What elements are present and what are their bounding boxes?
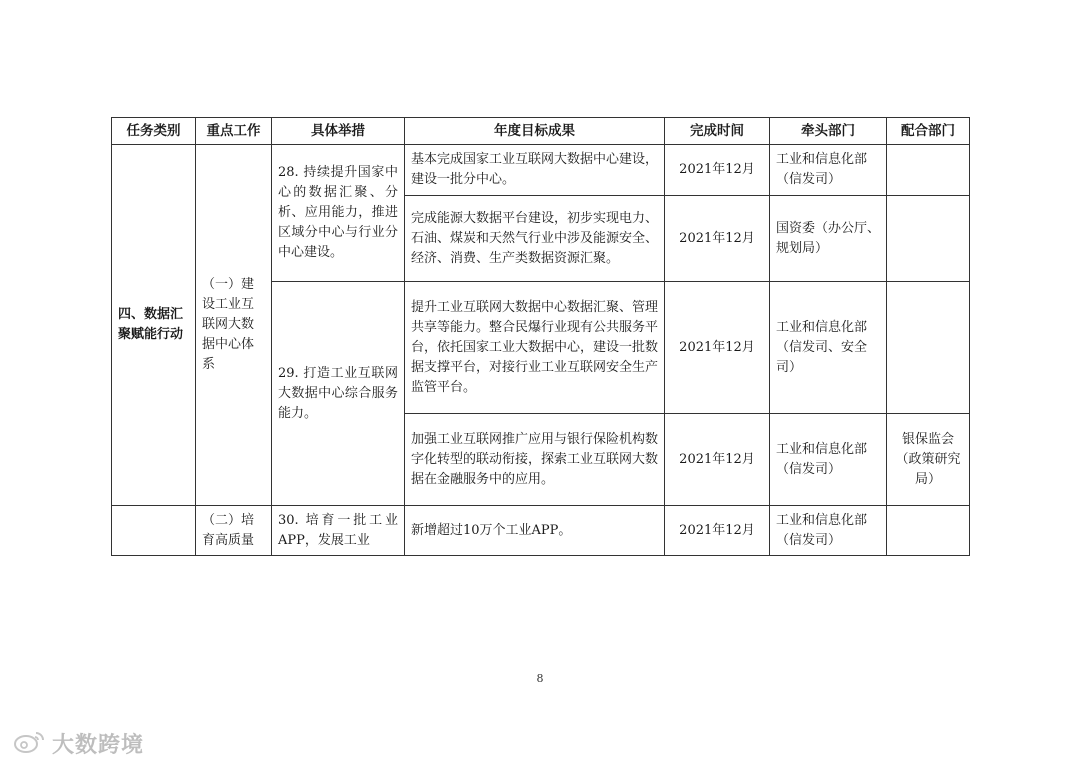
lead-department-cell: 工业和信息化部（信发司） [770,145,887,196]
key-work-cell: （一）建设工业互联网大数据中心体系 [196,145,272,506]
partner-department-cell [887,506,970,556]
completion-time-cell: 2021年12月 [665,196,770,282]
completion-time-cell: 2021年12月 [665,282,770,414]
partner-department-cell [887,145,970,196]
goal-cell: 完成能源大数据平台建设，初步实现电力、石油、煤炭和天然气行业中涉及能源安全、经济、消费、生产类数据资源汇聚。 [405,196,665,282]
lead-department-cell: 工业和信息化部（信发司） [770,414,887,506]
header-key-work: 重点工作 [196,118,272,145]
page-number: 8 [536,672,544,685]
measure-cell: 29. 打造工业互联网大数据中心综合服务能力。 [272,282,405,506]
completion-time-cell: 2021年12月 [665,145,770,196]
measure-cell: 30. 培育一批工业APP，发展工业 [272,506,405,556]
partner-department-cell [887,196,970,282]
watermark-text: 大数跨境 [52,733,145,758]
weibo-icon [12,729,46,759]
goal-cell: 提升工业互联网大数据中心数据汇聚、管理共享等能力。整合民爆行业现有公共服务平台，依托国家工业大数据中心，建设一批数据支撑平台，对接行业工业互联网安全生产监管平台。 [405,282,665,414]
header-task-category: 任务类别 [112,118,196,145]
lead-department-cell: 工业和信息化部（信发司） [770,506,887,556]
goal-cell: 基本完成国家工业互联网大数据中心建设，建设一批分中心。 [405,145,665,196]
task-category-cell [112,506,196,556]
watermark [12,728,144,759]
header-partner-department: 配合部门 [887,118,970,145]
completion-time-cell: 2021年12月 [665,414,770,506]
lead-department-cell: 国资委（办公厅、规划局） [770,196,887,282]
goal-cell: 加强工业互联网推广应用与银行保险机构数字化转型的联动衔接，探索工业互联网大数据在金融服务中的应用。 [405,414,665,506]
table-row [112,145,970,196]
partner-department-cell: 银保监会（政策研究局） [887,414,970,506]
header-row [112,118,970,145]
measures-table [111,117,970,556]
table-row [112,506,970,556]
header-annual-goals: 年度目标成果 [405,118,665,145]
key-work-cell: （二）培育高质量 [196,506,272,556]
header-completion-time: 完成时间 [665,118,770,145]
measure-cell: 28. 持续提升国家中心的数据汇聚、分析、应用能力，推进区域分中心与行业分中心建设。 [272,145,405,282]
completion-time-cell: 2021年12月 [665,506,770,556]
header-lead-department: 牵头部门 [770,118,887,145]
task-category-cell: 四、数据汇聚赋能行动 [112,145,196,506]
partner-department-cell [887,282,970,414]
header-specific-measures: 具体举措 [272,118,405,145]
lead-department-cell: 工业和信息化部（信发司、安全司） [770,282,887,414]
goal-cell: 新增超过10万个工业APP。 [405,506,665,556]
